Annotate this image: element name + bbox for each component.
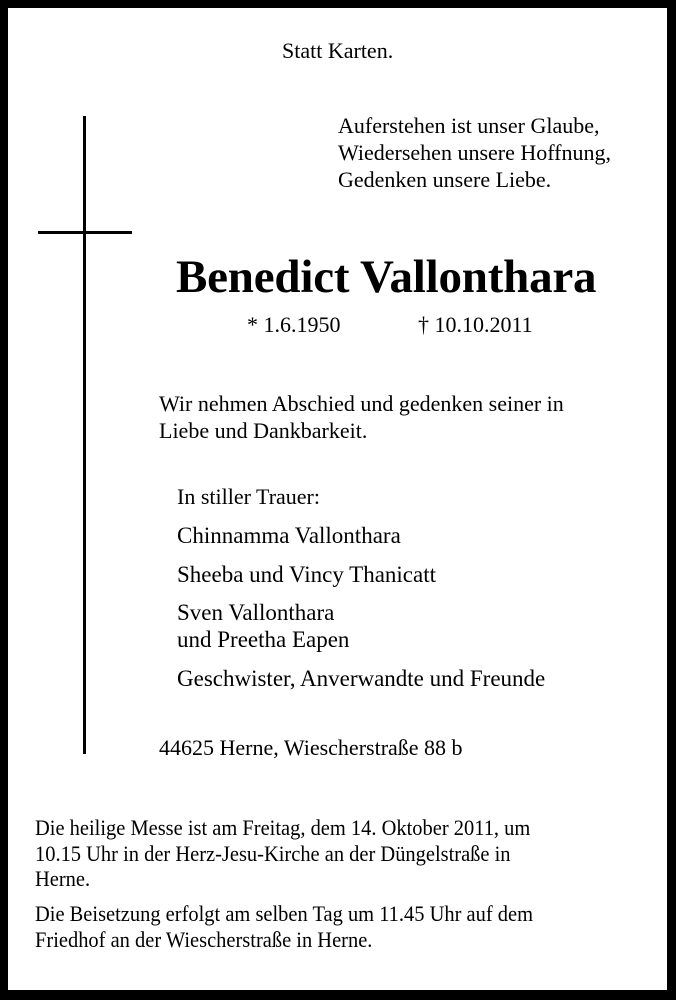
family-address: 44625 Herne, Wiescherstraße 88 b [159, 735, 463, 760]
header-statt-karten: Statt Karten. [282, 38, 394, 63]
farewell-line: Liebe und Dankbarkeit. [159, 418, 368, 443]
deceased-name: Benedict Vallonthara [176, 251, 597, 303]
cross-vertical-bar [83, 116, 86, 754]
verse-line: Wiedersehen unsere Hoffnung, [338, 140, 612, 165]
burial-line: Die Beisetzung erfolgt am selben Tag um 11.45 Uhr auf dem [35, 901, 534, 926]
birth-star-icon: * [247, 312, 258, 337]
mourner-entry: Chinnamma Vallonthara [177, 523, 401, 548]
cross-horizontal-bar [38, 231, 132, 234]
mourner-entry: Sheeba und Vincy Thanicatt [177, 562, 437, 587]
farewell-line: Wir nehmen Abschied und gedenken seiner in [159, 391, 564, 416]
mourner-entry: Geschwister, Anverwandte und Freunde [177, 666, 546, 691]
dagger-icon: † [418, 312, 429, 337]
burial-line: Friedhof an der Wiescherstraße in Herne. [35, 927, 373, 952]
verse-line: Auferstehen ist unser Glaube, [338, 113, 600, 138]
death-date [418, 314, 533, 336]
birth-date [247, 314, 341, 336]
obituary-notice [8, 8, 667, 990]
mourner-entry: und Preetha Eapen [177, 627, 350, 652]
mourners-intro: In stiller Trauer: [177, 484, 320, 509]
birth-date-value: 1.6.1950 [263, 312, 341, 337]
mourner-entry: Sven Vallonthara [177, 600, 335, 625]
mass-line: Herne. [35, 866, 91, 891]
mass-line: 10.15 Uhr in der Herz-Jesu-Kirche an der Düngelstraße in [35, 841, 511, 866]
mass-line: Die heilige Messe ist am Freitag, dem 14. Oktober 2011, um [35, 815, 531, 840]
death-date-value: 10.10.2011 [434, 312, 533, 337]
verse-line: Gedenken unsere Liebe. [338, 167, 552, 192]
